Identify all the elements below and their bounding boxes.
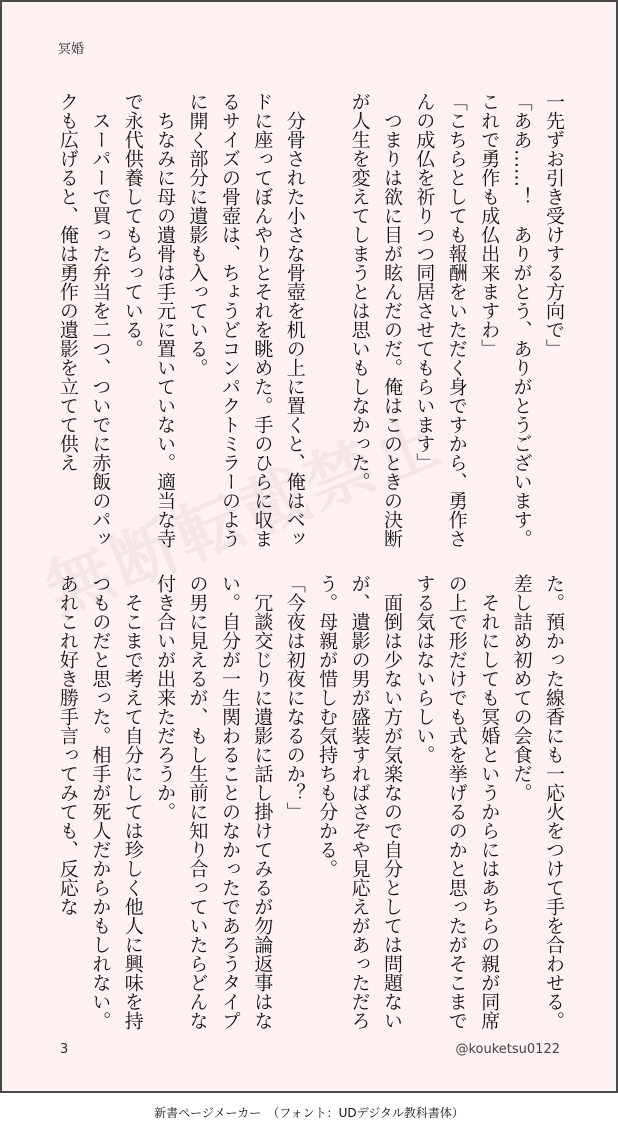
author-handle: @kouketsu0122: [455, 1042, 560, 1057]
generator-caption: 新書ページメーカー （フォント：UDデジタル教科書体）: [154, 1106, 464, 1120]
text-block-bottom: た。預かった線香にも一応火をつけて手を合わせる。差し詰め初めての会食だ。 それにしても冥婚というからにはあちらの親が同席の上で形だけでも式を挙げるのかと思ったがそこまでする気はないらしい。 面倒は少ない方が気楽なので自分としては問題ないが、遺影の男が盛装すればさぞや見応えがあっただろう。母親が惜しむ気持ちも分かる。 「今夜は初夜になるのか？」 冗談交じりに遺影に話し掛けてみるが勿論返事はない。自分が一生関わることのなかったであろうタイプの男に見えるが、もし生前に知り合っていたらどんな付き合いが出来ただろうか。 そこまで考えて自分にしては珍しく他人に興味を持つものだと思った。相手が死人だからかもしれない。あれこれ好き勝手言ってみても、反応な: [56, 574, 565, 1030]
page-number: 3: [60, 1042, 69, 1057]
text-block-top: 一先ずお引き受けする方向で」 「ああ……！ ありがとう、ありがとうございます。これで勇作も成仏出来ますわ」 「こちらとしても報酬をいただく身ですから、勇作さんの成仏を祈りつつ同居させてもらいます」 つまりは欲に目が眩んだのだ。俺はこのときの決断が人生を変えてしまうとは思いもしなかった。 分骨された小さな骨壺を机の上に置くと、俺はベッドに座ってぼんやりとそれを眺めた。手のひらに収まるサイズの骨壺は、ちょうどコンパクトミラーのように開く部分に遺影も入っている。 ちなみに母の遺骨は手元に置いていない。適当な寺で永代供養してもらっている。 スーパーで買った弁当を二つ、ついでに赤飯のパックも広げると、俺は勇作の遺影を立てて供え: [56, 92, 565, 548]
chapter-title: 冥婚: [58, 42, 85, 57]
